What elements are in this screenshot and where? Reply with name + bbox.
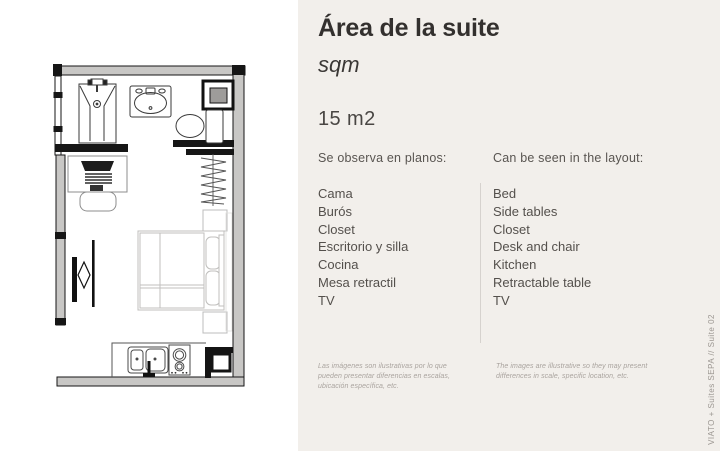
column-header-english: Can be seen in the layout: bbox=[493, 151, 644, 165]
list-item: Bed bbox=[493, 186, 517, 201]
list-item: Desk and chair bbox=[493, 239, 580, 255]
list-item: Side tables bbox=[493, 203, 558, 219]
list-item: Escritorio y silla bbox=[318, 239, 409, 255]
list-item: Mesa retractil bbox=[318, 274, 397, 290]
list-item: Closet bbox=[318, 221, 355, 237]
list-item: Closet bbox=[493, 221, 530, 237]
wall-tv bbox=[72, 240, 95, 307]
list-item: Burós bbox=[318, 203, 352, 219]
column-divider bbox=[480, 183, 481, 343]
page-subtitle: sqm bbox=[318, 52, 360, 77]
disclaimer-spanish: Las imágenes son ilustrativas por lo que pueden presentar diferencias en escalas, ubicación específica, etc. bbox=[318, 363, 451, 390]
side-table-bottom bbox=[203, 312, 227, 333]
stove-fixture bbox=[169, 345, 190, 375]
amenities-list-spanish bbox=[318, 185, 408, 310]
list-item: Kitchen bbox=[493, 257, 537, 273]
info-panel bbox=[298, 0, 720, 451]
side-table-top bbox=[203, 210, 227, 231]
list-item: Cama bbox=[318, 186, 353, 201]
list-item: Cocina bbox=[318, 257, 359, 273]
amenities-list-english bbox=[493, 185, 591, 310]
list-item: TV bbox=[318, 292, 335, 308]
floor-plan bbox=[50, 58, 250, 394]
column-header-spanish: Se observa en planos: bbox=[318, 151, 447, 165]
kitchen-sink bbox=[128, 347, 168, 377]
page-title: Área de la suite bbox=[318, 14, 500, 42]
service-shaft-top bbox=[203, 81, 233, 109]
service-shaft-bottom bbox=[205, 347, 233, 378]
area-value: 15 m2 bbox=[318, 108, 376, 130]
shower-fixture bbox=[79, 79, 116, 143]
floor-plan-drawing bbox=[50, 58, 250, 394]
list-item: Retractable table bbox=[493, 274, 592, 290]
closet-hangers bbox=[201, 154, 226, 206]
toilet-fixture bbox=[176, 110, 223, 143]
side-watermark: VIATO + Suites SEPA // Suite 02 bbox=[707, 314, 716, 445]
list-item: TV bbox=[493, 292, 510, 308]
desk-and-chair bbox=[68, 156, 127, 211]
washbasin-fixture bbox=[130, 86, 171, 117]
disclaimer-english: The images are illustrative so they may present differences in scale, specific location, etc. bbox=[496, 363, 648, 380]
